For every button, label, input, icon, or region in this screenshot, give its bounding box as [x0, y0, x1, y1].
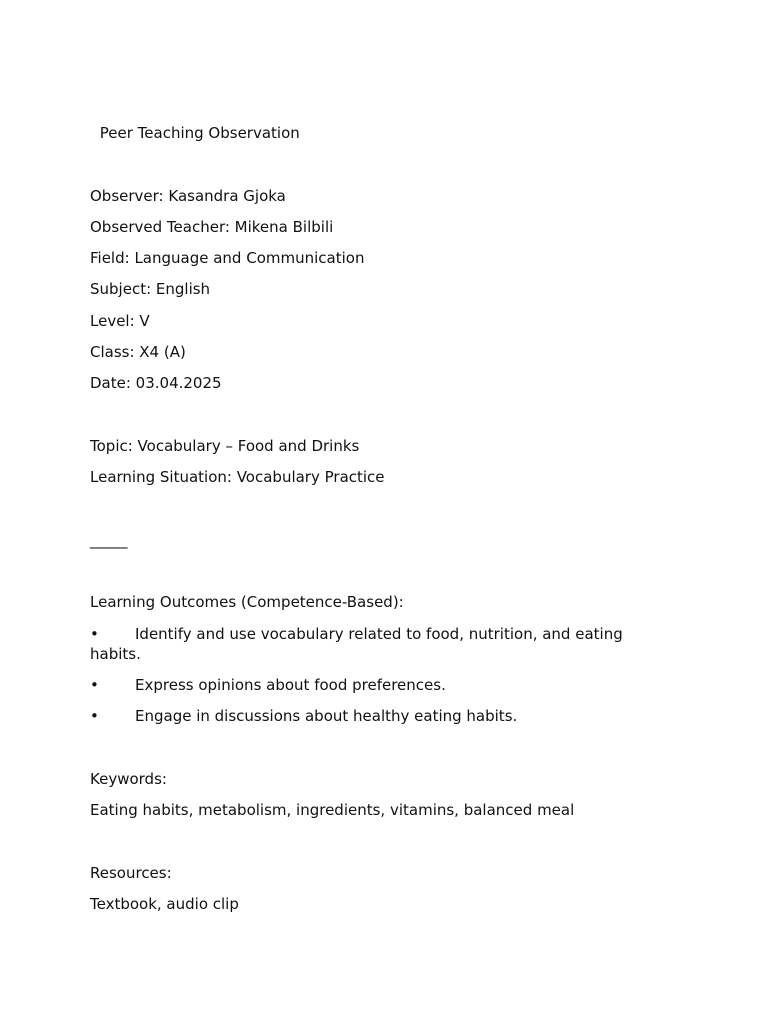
- blank-line: [90, 405, 650, 425]
- resources-heading: Resources:: [90, 863, 172, 882]
- bullet-marker: •: [90, 707, 99, 726]
- resources-text: Textbook, audio clip: [90, 895, 239, 914]
- outcome-item: [90, 624, 650, 664]
- blank-line: [90, 738, 650, 758]
- document-page: [90, 123, 650, 925]
- outcome-item: [90, 706, 650, 726]
- outcome-text: Identify and use vocabulary related to food, nutrition, and eating habits.: [90, 624, 623, 663]
- blank-line: [90, 561, 650, 581]
- keywords-text: Eating habits, metabolism, ingredients, vitamins, balanced meal: [90, 801, 575, 820]
- blank-line: [90, 499, 650, 519]
- learning-situation-line: Learning Situation: Vocabulary Practice: [90, 468, 385, 487]
- outcome-item: [90, 675, 650, 695]
- observed-teacher-line: Observed Teacher: Mikena Bilbili: [90, 217, 334, 236]
- outcome-text: Express opinions about food preferences.: [135, 676, 446, 695]
- topic-line: Topic: Vocabulary – Food and Drinks: [90, 436, 360, 455]
- outcome-text: Engage in discussions about healthy eating habits.: [135, 707, 518, 726]
- section-divider: _____: [90, 530, 128, 549]
- class-line: Class: X4 (A): [90, 343, 186, 362]
- keywords-heading: Keywords:: [90, 769, 167, 788]
- bullet-marker: •: [90, 624, 99, 643]
- subject-line: Subject: English: [90, 280, 211, 299]
- bullet-marker: •: [90, 676, 99, 695]
- observer-line: Observer: Kasandra Gjoka: [90, 186, 286, 205]
- blank-line: [90, 832, 650, 852]
- level-line: Level: V: [90, 311, 150, 330]
- blank-line: [90, 154, 650, 174]
- field-line: Field: Language and Communication: [90, 249, 365, 268]
- outcomes-heading: Learning Outcomes (Competence-Based):: [90, 593, 404, 612]
- date-line: Date: 03.04.2025: [90, 374, 222, 393]
- document-title: Peer Teaching Observation: [95, 124, 300, 142]
